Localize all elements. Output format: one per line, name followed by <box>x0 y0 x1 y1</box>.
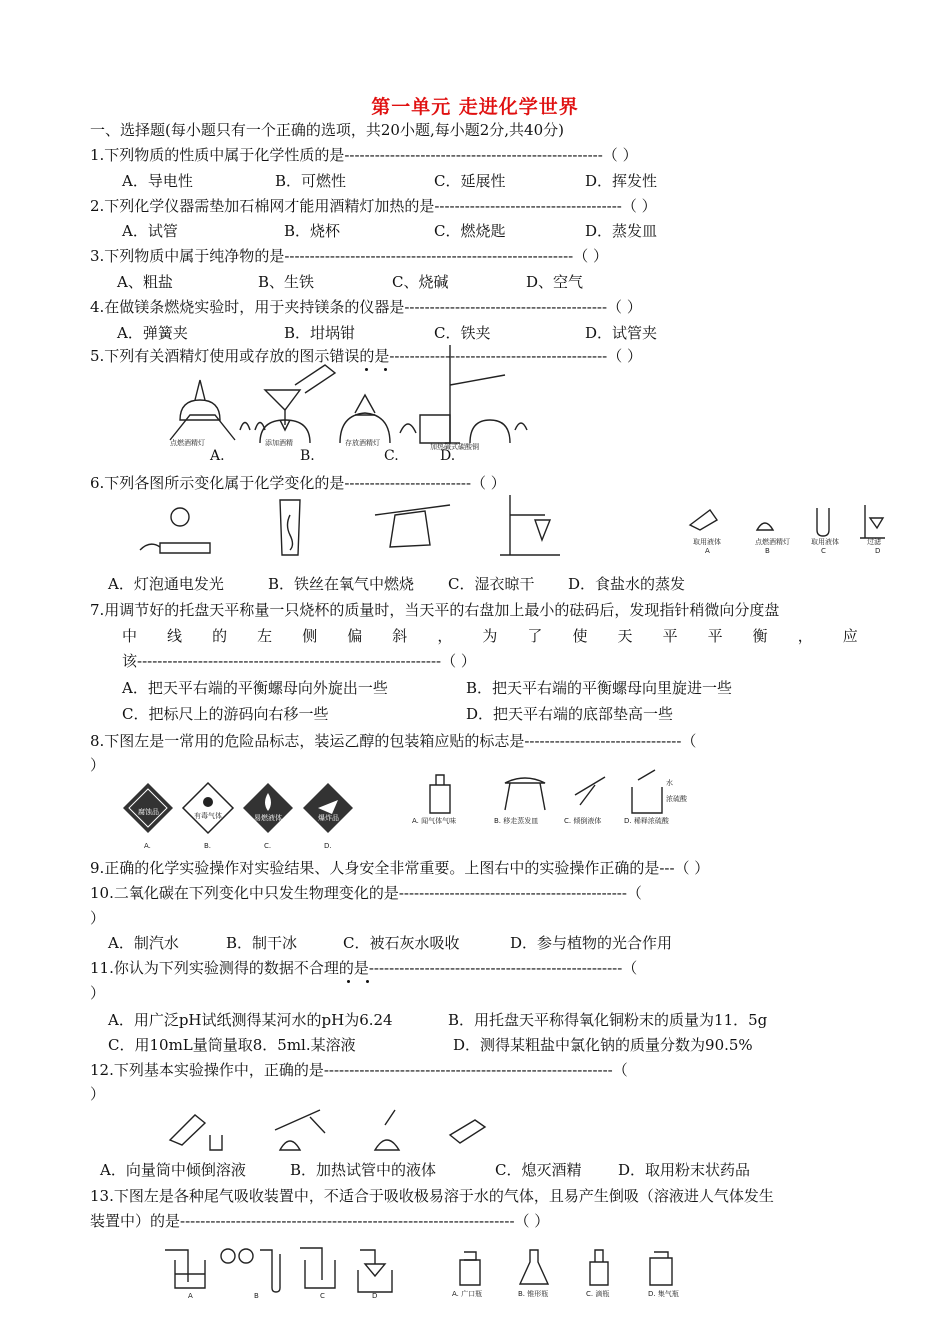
q3-option-a[interactable]: A、粗盐 <box>117 273 173 291</box>
question-11-close: ） <box>90 984 106 1002</box>
q13-letter-b: B <box>254 1292 259 1300</box>
q6-side-caption-a: 取用液体 <box>693 538 721 546</box>
q13-letter-a: A <box>188 1292 193 1300</box>
q4-option-c[interactable]: C．铁夹 <box>434 324 491 342</box>
q5-letter-b: B. <box>300 448 315 464</box>
q10-option-b[interactable]: B．制干冰 <box>226 934 298 952</box>
sign-d-letter: D. <box>324 842 332 850</box>
question-3: 3.下列物质中属于纯净物的是---------------------------------------------------------（ ） <box>90 247 608 265</box>
q8-op-c: C. 倾倒液体 <box>564 817 602 825</box>
question-7-line-2 <box>122 626 858 646</box>
q10-option-d[interactable]: D．参与植物的光合作用 <box>510 934 673 952</box>
q4-option-a[interactable]: A．弹簧夹 <box>117 324 188 342</box>
q6-side-letter-a: A <box>705 547 710 555</box>
q6-side-figures <box>685 500 890 555</box>
q11-option-d[interactable]: D．测得某粗盐中氯化钠的质量分数为90.5% <box>453 1036 753 1054</box>
q7-option-a[interactable]: A．把天平右端的平衡螺母向外旋出一些 <box>122 679 388 697</box>
q7-char: 使 <box>572 627 588 645</box>
q3-option-b[interactable]: B、生铁 <box>258 273 315 291</box>
q5-caption-a: 点燃酒精灯 <box>170 439 205 447</box>
question-9: 9.正确的化学实验操作对实验结果、人身安全非常重要。上图右中的实验操作正确的是---（ ） <box>90 859 710 877</box>
q8-op-mark-acid: 浓硫酸 <box>666 795 687 803</box>
question-8: 8.下图左是一常用的危险品标志，装运乙醇的包装箱应贴的标志是-------------------------------（ <box>90 732 697 750</box>
question-6: 6.下列各图所示变化属于化学变化的是-------------------------（ ） <box>90 474 506 492</box>
q6-side-caption-c: 取用液体 <box>811 538 839 546</box>
q6-option-a[interactable]: A．灯泡通电发光 <box>108 575 224 593</box>
q7-char: 平 <box>662 627 678 645</box>
q7-option-b[interactable]: B．把天平右端的平衡螺母向里旋进一些 <box>466 679 733 697</box>
bottle-b: B. 锥形瓶 <box>518 1290 549 1298</box>
question-2: 2.下列化学仪器需垫加石棉网才能用酒精灯加热的是-------------------------------------（ ） <box>90 197 657 215</box>
bottle-figures <box>450 1240 690 1300</box>
q12-option-a[interactable]: A．向量筒中倾倒溶液 <box>100 1161 246 1179</box>
hazard-sign-d <box>303 783 353 833</box>
q11-option-b[interactable]: B．用托盘天平称得氧化铜粉末的质量为11．5g <box>448 1011 768 1029</box>
bottle-a: A. 广口瓶 <box>452 1290 483 1298</box>
q2-option-b[interactable]: B．烧杯 <box>284 222 341 240</box>
sign-d-label: 爆炸品 <box>318 814 339 822</box>
q7-char: 中 <box>122 627 138 645</box>
q6-option-b[interactable]: B．铁丝在氧气中燃烧 <box>268 575 415 593</box>
q7-char: 应 <box>842 627 858 645</box>
q12-option-b[interactable]: B．加热试管中的液体 <box>290 1161 437 1179</box>
q4-option-b[interactable]: B．坩埚钳 <box>284 324 356 342</box>
q10-option-c[interactable]: C．被石灰水吸收 <box>343 934 460 952</box>
q2-option-d[interactable]: D．蒸发皿 <box>585 222 658 240</box>
q13-letter-d: D <box>372 1292 378 1300</box>
q5-letter-d: D. <box>440 448 456 464</box>
q5-caption-c: 存放酒精灯 <box>345 439 380 447</box>
question-13-line-1: 13.下图左是各种尾气吸收装置中，不适合于吸收极易溶于水的气体，且易产生倒吸（溶液进人气体发生 <box>90 1187 774 1205</box>
q10-option-a[interactable]: A．制汽水 <box>108 934 179 952</box>
q7-char: 为 <box>482 627 498 645</box>
question-10: 10.二氧化碳在下列变化中只发生物理变化的是---------------------------------------------（ <box>90 884 642 902</box>
bottle-c: C. 滴瓶 <box>586 1290 610 1298</box>
q7-char: ， <box>797 627 813 645</box>
q6-side-letter-b: B <box>765 547 770 555</box>
q5-caption-d: 加热碱式碳酸铜 <box>430 443 479 451</box>
sign-b-letter: B. <box>204 842 212 850</box>
q7-char: ， <box>437 627 453 645</box>
question-11: 11.你认为下列实验测得的数据不合理的是--------------------------------------------------（ <box>90 959 638 977</box>
q7-char: 线 <box>167 627 183 645</box>
q1-option-c[interactable]: C．延展性 <box>434 172 506 190</box>
q6-figures <box>140 495 580 565</box>
q6-side-letter-d: D <box>875 547 881 555</box>
q12-option-d[interactable]: D．取用粉末状药品 <box>618 1161 751 1179</box>
q6-side-letter-c: C <box>821 547 826 555</box>
q1-option-a[interactable]: A．导电性 <box>122 172 193 190</box>
question-13-line-2: 装置中）的是------------------------------------------------------------------（ ） <box>90 1212 550 1230</box>
question-5: 5.下列有关酒精灯使用或存放的图示错误的是-------------------------------------------（ ） <box>90 347 643 365</box>
q6-side-caption-b: 点燃酒精灯 <box>755 538 790 546</box>
question-7-line-3: 该------------------------------------------------------------（ ） <box>122 652 476 670</box>
bottle-d: D. 集气瓶 <box>648 1290 679 1298</box>
alcohol-lamp-figures <box>160 345 530 455</box>
q1-option-d[interactable]: D．挥发性 <box>585 172 658 190</box>
q3-option-c[interactable]: C、烧碱 <box>392 273 449 291</box>
question-8-close: ） <box>90 756 106 774</box>
q11-option-c[interactable]: C．用10mL量筒量取8．5ml.某溶液 <box>108 1036 356 1054</box>
q7-char: 平 <box>707 627 723 645</box>
hazard-sign-c <box>243 783 293 833</box>
sign-c-letter: C. <box>264 842 272 850</box>
q7-char: 斜 <box>392 627 408 645</box>
q12-figures <box>160 1105 500 1155</box>
question-4: 4.在做镁条燃烧实验时，用于夹持镁条的仪器是----------------------------------------（ ） <box>90 298 642 316</box>
q8-op-b: B. 移走蒸发皿 <box>494 817 539 825</box>
q2-option-a[interactable]: A．试管 <box>122 222 178 240</box>
q7-char: 了 <box>527 627 543 645</box>
q2-option-c[interactable]: C．燃烧匙 <box>434 222 506 240</box>
emphasis-dot <box>366 980 369 983</box>
q7-char: 天 <box>617 627 633 645</box>
sign-c-label: 易燃液体 <box>254 814 282 822</box>
hazard-signs <box>118 778 368 858</box>
hazard-sign-b <box>183 783 233 833</box>
section-heading: 一、选择题(每小题只有一个正确的选项，共20小题,每小题2分,共40分) <box>90 121 564 139</box>
q8-op-mark-water: 水 <box>666 779 673 787</box>
question-7-line-1: 7.用调节好的托盘天平称量一只烧杯的质量时，当天平的右盘加上最小的砝码后，发现指针稍微向分度盘 <box>90 601 780 619</box>
q13-letter-c: C <box>320 1292 325 1300</box>
sign-b-label: 有毒气体 <box>194 812 222 820</box>
q5-letter-a: A. <box>210 448 225 464</box>
q7-char: 衡 <box>752 627 768 645</box>
q5-caption-b: 添加酒精 <box>265 439 293 447</box>
question-1: 1.下列物质的性质中属于化学性质的是---------------------------------------------------（ ） <box>90 146 638 164</box>
q7-char: 左 <box>257 627 273 645</box>
q5-letter-c: C. <box>384 448 399 464</box>
q8-op-a: A. 闻气体气味 <box>412 817 457 825</box>
q7-char: 侧 <box>302 627 318 645</box>
q12-option-c[interactable]: C．熄灭酒精 <box>495 1161 582 1179</box>
q6-option-c[interactable]: C．湿衣晾干 <box>448 575 535 593</box>
q11-option-a[interactable]: A．用广泛pH试纸测得某河水的pH为6.24 <box>108 1011 393 1029</box>
emphasis-dot <box>347 980 350 983</box>
sign-a-label: 腐蚀品 <box>138 808 159 816</box>
q3-option-d[interactable]: D、空气 <box>526 273 584 291</box>
absorption-apparatus <box>160 1240 390 1300</box>
q7-char: 偏 <box>347 627 363 645</box>
question-12-close: ） <box>90 1085 106 1103</box>
q8-op-d: D. 稀释浓硫酸 <box>624 817 669 825</box>
question-12: 12.下列基本实验操作中，正确的是---------------------------------------------------------（ <box>90 1061 628 1079</box>
page-title: 第一单元 走进化学世界 <box>371 96 579 118</box>
sign-a-letter: A. <box>144 842 151 850</box>
q1-option-b[interactable]: B．可燃性 <box>275 172 347 190</box>
question-10-close: ） <box>90 909 106 927</box>
q6-option-d[interactable]: D．食盐水的蒸发 <box>568 575 686 593</box>
q7-char: 的 <box>212 627 228 645</box>
q7-option-c[interactable]: C．把标尺上的游码向右移一些 <box>122 705 329 723</box>
q4-option-d[interactable]: D．试管夹 <box>585 324 658 342</box>
q8-operations <box>410 765 687 825</box>
q7-option-d[interactable]: D．把天平右端的底部垫高一些 <box>466 705 674 723</box>
q6-side-caption-d: 过滤 <box>867 538 881 546</box>
